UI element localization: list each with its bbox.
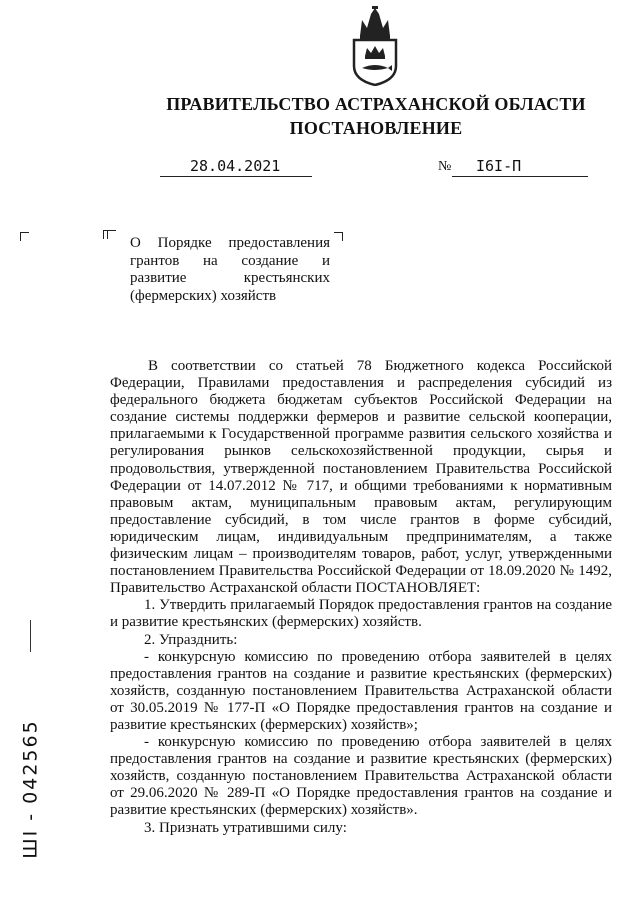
- item-2b-paragraph: - конкурсную комиссию по проведению отбора заявителей в целях предоставления грантов на создание и развитие крестьянских (фермерских) хозяйств, созданную постановлением Правительства Астраханской области от 29.06.2020 № 289-П «О Порядке предоставления грантов на создание и развитие крестьянских (фермерских) хозяйств».: [110, 734, 612, 819]
- subject-corner-mark-right: [334, 232, 343, 241]
- serial-number-text: ШI - 042565: [20, 719, 43, 859]
- serial-number: [18, 714, 44, 864]
- subject-corner-mark-left-inner: [107, 230, 116, 239]
- preamble-paragraph: В соответствии со статьей 78 Бюджетного кодекса Российской Федерации, Правилами предоставления и распределения субсидий из федерального бюджета бюджетам субъектов Российской Федерации на создание системы поддержки фермеров и развитие сельской кооперации, прилагаемыми к Государственной программе развития сельского хозяйства и регулирования рынков сельскохозяйственной продукции, сырья и продовольствия, утвержденной постановлением Правительства Российской Федерации от 14.07.2012 № 717, и общими требованиями к нормативным правовым актам, муниципальным правовым актам, регулирующим предоставление субсидий, в том числе грантов в форме субсидий, юридическим лицам, индивидуальным предпринимателям, а также физическим лицам – производителям товаров, работ, услуг, утвержденными постановлением Правительства Российской Федерации от 18.09.2020 № 1492, Правительство Астраханской области ПОСТАНОВЛЯЕТ:: [110, 358, 612, 597]
- document-date: 28.04.2021: [190, 157, 281, 175]
- document-body: [110, 358, 612, 837]
- item-2a-paragraph: - конкурсную комиссию по проведению отбора заявителей в целях предоставления грантов на создание и развитие крестьянских (фермерских) хозяйств, созданную постановлением Правительства Астраханской области от 30.05.2019 № 177-П «О Порядке предоставления грантов на создание и развитие крестьянских (фермерских) хозяйств»;: [110, 648, 612, 733]
- margin-line: [30, 620, 31, 652]
- subject-text: О Порядке предоставления грантов на создание и развитие крестьянских (фермерских) хозяйств: [130, 235, 330, 304]
- item-3-paragraph: 3. Признать утратившими силу:: [144, 819, 347, 836]
- date-underline: [160, 176, 312, 177]
- left-corner-mark: [20, 232, 29, 241]
- item-2-paragraph: 2. Упразднить:: [144, 631, 238, 648]
- number-label: №: [438, 159, 452, 174]
- document-kind: ПОСТАНОВЛЕНИЕ: [289, 118, 463, 138]
- document-number: I6I-П: [476, 157, 522, 175]
- number-underline: [452, 176, 588, 177]
- coat-of-arms-icon: [350, 6, 400, 86]
- government-title: ПРАВИТЕЛЬСТВО АСТРАХАНСКОЙ ОБЛАСТИ: [166, 94, 586, 114]
- document-subject: [130, 235, 330, 305]
- item-1-paragraph: 1. Утвердить прилагаемый Порядок предоставления грантов на создание и развитие крестьянских (фермерских) хозяйств.: [110, 597, 612, 631]
